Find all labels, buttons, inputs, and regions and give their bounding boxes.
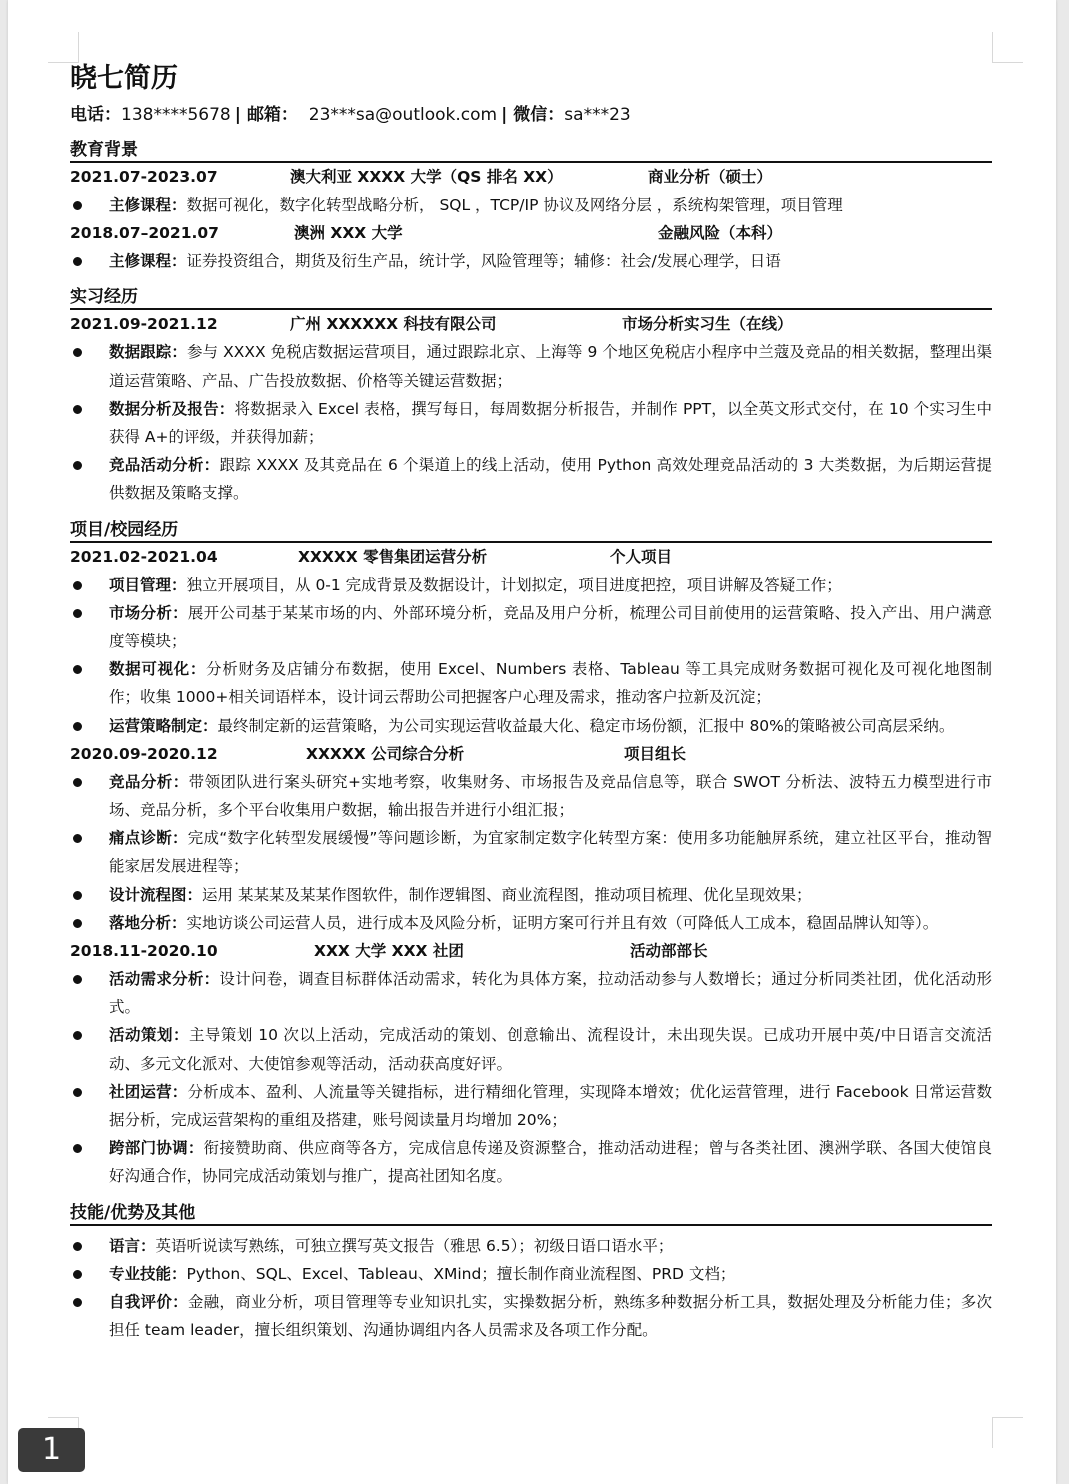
list-item: 运营策略制定：最终制定新的运营策略，为公司实现运营收益最大化、稳定市场份额，汇报中 80%的策略被公司高层采纳。 — [70, 712, 992, 740]
list-item: 落地分析：实地访谈公司运营人员，进行成本及风险分析，证明方案可行并且有效（可降低人工成本，稳固品牌认知等）。 — [70, 909, 992, 937]
contact-line — [70, 102, 992, 128]
bullet-list — [70, 965, 992, 1191]
entry-date: 2018.11-2020.10 — [70, 942, 218, 961]
internship-section — [70, 286, 992, 507]
entry-date: 2021.02-2021.04 — [70, 547, 218, 566]
entry-header — [70, 310, 992, 338]
list-item: 活动需求分析：设计问卷，调查目标群体活动需求，转化为具体方案，拉动活动参与人数增长；通过分析同类社团，优化活动形式。 — [70, 965, 992, 1021]
list-item: 社团运营：分析成本、盈利、人流量等关键指标，进行精细化管理，实现降本增效；优化运营管理，进行 Facebook 日常运营数据分析，完成运营架构的重组及搭建，账号阅读量月均增加 20%； — [70, 1078, 992, 1134]
wechat-label: 微信： — [513, 105, 565, 125]
section-heading: 技能/优势及其他 — [70, 1202, 992, 1226]
list-item: 数据分析及报告：将数据录入 Excel 表格，撰写每日，每周数据分析报告，并制作 PPT，以全英文形式交付，在 10 个实习生中获得 A+的评级，并获得加薪； — [70, 395, 992, 451]
entry-header — [70, 543, 992, 571]
entry-role: 金融风险（本科） — [658, 224, 783, 243]
list-item: 数据跟踪：参与 XXXX 免税店数据运营项目，通过跟踪北京、上海等 9 个地区免税店小程序中兰蔻及竞品的相关数据，整理出渠道运营策略、产品、广告投放数据、价格等关键运营数据； — [70, 338, 992, 394]
section-heading: 实习经历 — [70, 286, 992, 310]
skills-section — [70, 1202, 992, 1345]
list-item: 竞品分析：带领团队进行案头研究+实地考察，收集财务、市场报告及竞品信息等，联合 SWOT 分析法、波特五力模型进行市场、竞品分析，多个平台收集用户数据，输出报告并进行小组汇报； — [70, 768, 992, 824]
entry-date: 2020.09-2020.12 — [70, 744, 218, 763]
contact-separator: | — [501, 105, 508, 125]
section-heading: 教育背景 — [70, 139, 992, 163]
phone-label: 电话： — [70, 105, 121, 125]
list-item: 市场分析：展开公司基于某某市场的内、外部环境分析，竞品及用户分析，梳理公司目前使用的运营策略、投入产出、用户满意度等模块； — [70, 599, 992, 655]
list-item: 设计流程图：运用 某某某及某某作图软件，制作逻辑图、商业流程图，推动项目梳理、优化呈现效果； — [70, 881, 992, 909]
list-item: 数据可视化：分析财务及店铺分布数据，使用 Excel、Numbers 表格、Tableau 等工具完成财务数据可视化及可视化地图制作；收集 1000+相关词语样本，设计词云帮助公司把握客户心理及需求，推动客户拉新及沉淀； — [70, 655, 992, 711]
entry-role: 商业分析（硕士） — [648, 168, 773, 186]
entry-role: 项目组长 — [624, 744, 687, 763]
crop-mark-bottom-right — [992, 1417, 1023, 1448]
entry-header — [70, 937, 992, 965]
entry-role: 活动部部长 — [630, 942, 708, 961]
entry-organization: XXXXX 零售集团运营分析 — [298, 547, 488, 566]
entry-organization: 澳洲 XXX 大学 — [294, 224, 403, 243]
section-heading: 项目/校园经历 — [70, 519, 992, 543]
list-item: 主修课程：证券投资组合，期货及衍生产品，统计学，风险管理等；辅修：社会/发展心理学，日语 — [70, 247, 992, 275]
entry-date: 2021.09-2021.12 — [70, 315, 218, 334]
wechat-value: sa***23 — [564, 105, 631, 125]
bullet-list — [70, 191, 992, 219]
bullet-list — [70, 338, 992, 507]
bullet-list — [70, 768, 992, 937]
list-item: 语言：英语听说读写熟练，可独立撰写英文报告（雅思 6.5）；初级日语口语水平； — [70, 1232, 992, 1260]
entry-header — [70, 740, 992, 768]
entry-date: 2021.07-2023.07 — [70, 168, 218, 186]
contact-separator: | — [234, 105, 241, 125]
resume-page — [8, 0, 1056, 1484]
education-section — [70, 139, 992, 275]
entry-header — [70, 163, 992, 191]
resume-content — [70, 58, 992, 1345]
list-item: 跨部门协调：衔接赞助商、供应商等各方，完成信息传递及资源整合，推动活动进程；曾与各类社团、澳洲学联、各国大使馆良好沟通合作，协同完成活动策划与推广，提高社团知名度。 — [70, 1134, 992, 1190]
email-value: 23***sa@outlook.com — [308, 105, 498, 125]
page-number-badge[interactable]: 1 — [18, 1428, 85, 1472]
list-item: 项目管理：独立开展项目，从 0-1 完成背景及数据设计，计划拟定，项目进度把控，项目讲解及答疑工作； — [70, 571, 992, 599]
entry-organization: 澳大利亚 XXXX 大学（QS 排名 XX） — [290, 168, 563, 186]
projects-section — [70, 519, 992, 1191]
entry-organization: 广州 XXXXXX 科技有限公司 — [290, 315, 497, 334]
crop-mark-top-right — [992, 32, 1023, 63]
bullet-list — [70, 247, 992, 275]
list-item: 自我评价：金融，商业分析，项目管理等专业知识扎实，实操数据分析，熟练多种数据分析工具，数据处理及分析能力佳；多次担任 team leader，擅长组织策划、沟通协调组内各人员需求及各项工作分配。 — [70, 1288, 992, 1344]
phone-value: 138****5678 — [121, 105, 231, 125]
entry-header — [70, 219, 992, 247]
list-item: 竞品活动分析：跟踪 XXXX 及其竞品在 6 个渠道上的线上活动，使用 Python 高效处理竞品活动的 3 大类数据，为后期运营提供数据及策略支撑。 — [70, 451, 992, 507]
bullet-list — [70, 1232, 992, 1345]
entry-organization: XXXXX 公司综合分析 — [306, 744, 465, 763]
entry-role: 市场分析实习生（在线） — [622, 315, 793, 334]
list-item: 痛点诊断：完成“数字化转型发展缓慢”等问题诊断，为宜家制定数字化转型方案：使用多功能触屏系统，建立社区平台，推动智能家居发展进程等； — [70, 824, 992, 880]
list-item: 活动策划：主导策划 10 次以上活动，完成活动的策划、创意输出、流程设计，未出现失误。已成功开展中英/中日语言交流活动、多元文化派对、大使馆参观等活动，活动获高度好评。 — [70, 1021, 992, 1077]
bullet-list — [70, 571, 992, 740]
list-item: 主修课程：数据可视化，数字化转型战略分析， SQL ，TCP/IP 协议及网络分层 ，系统构架管理，项目管理 — [70, 191, 992, 219]
entry-role: 个人项目 — [610, 547, 673, 566]
email-label: 邮箱： — [246, 105, 298, 125]
resume-title: 晓七简历 — [70, 63, 178, 94]
entry-organization: XXX 大学 XXX 社团 — [314, 942, 464, 961]
list-item: 专业技能：Python、SQL、Excel、Tableau、XMind；擅长制作商业流程图、PRD 文档； — [70, 1260, 992, 1288]
entry-date: 2018.07–2021.07 — [70, 224, 219, 243]
